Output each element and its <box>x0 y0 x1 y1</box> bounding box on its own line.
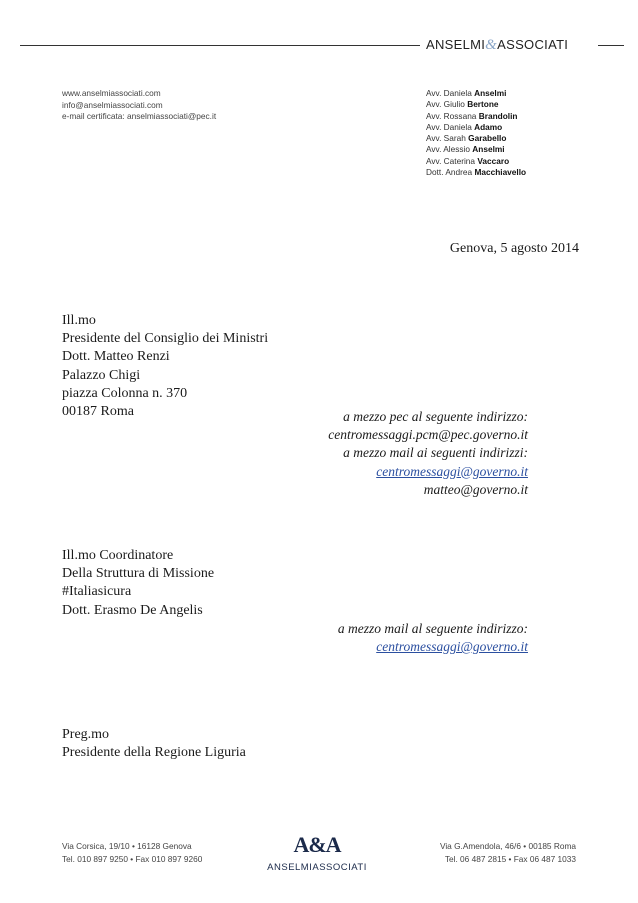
website-link[interactable]: www.anselmiassociati.com <box>62 88 161 98</box>
recipient-2-delivery <box>338 620 528 656</box>
email-address-link[interactable]: centromessaggi@governo.it <box>376 463 528 479</box>
lawyer-item: Avv. Caterina Vaccaro <box>426 155 510 166</box>
footer-address: Via G.Amendola, 46/6 • 00185 Roma <box>439 841 576 851</box>
email-link[interactable]: info@anselmiassociati.com <box>62 99 163 110</box>
lawyer-item: Avv. Daniela Adamo <box>426 121 503 132</box>
delivery-note: a mezzo pec al seguente indirizzo: <box>343 409 528 424</box>
footer-genova-office <box>62 840 202 866</box>
address-line: Della Struttura di Missione <box>62 566 215 582</box>
address-line: Presidente del Consiglio dei Ministri <box>62 331 269 347</box>
lawyer-item: Avv. Rossana Brandolin <box>426 110 518 121</box>
address-line: Dott. Erasmo De Angelis <box>62 602 203 618</box>
contacts-block <box>62 88 216 123</box>
address-line: Presidente della Regione Liguria <box>62 745 246 761</box>
lawyer-item: Avv. Sarah Garabello <box>426 133 507 144</box>
firm-name-amp: & <box>485 37 498 53</box>
footer-phone: Tel. 010 897 9250 • Fax 010 897 9260 <box>62 854 203 864</box>
delivery-note: a mezzo mail ai seguenti indirizzi: <box>343 445 528 461</box>
address-line: #Italiasicura <box>62 584 132 600</box>
address-line: Ill.mo <box>62 313 96 328</box>
header-rule-right <box>598 45 624 46</box>
firm-name-part1: ANSELMI <box>426 37 486 52</box>
footer-address: Via Corsica, 19/10 • 16128 Genova <box>62 841 192 851</box>
recipient-1-address <box>62 312 268 421</box>
logo-mark: A&A <box>293 832 341 857</box>
recipient-1-delivery <box>328 408 528 499</box>
header-rule-left <box>20 45 420 46</box>
recipient-3-address <box>62 726 246 762</box>
email-address-link[interactable]: centromessaggi@governo.it <box>376 639 528 655</box>
address-line: Palazzo Chigi <box>62 367 141 383</box>
lawyer-item: Avv. Giulio Bertone <box>426 99 499 110</box>
lawyer-item: Avv. Alessio Anselmi <box>426 144 505 155</box>
footer-phone: Tel. 06 487 2815 • Fax 06 487 1033 <box>444 854 576 864</box>
email-address: matteo@governo.it <box>423 481 528 497</box>
firm-logo <box>262 832 372 878</box>
footer-roma-office <box>408 840 576 866</box>
address-line: Ill.mo Coordinatore <box>62 548 174 563</box>
address-line: Preg.mo <box>62 727 110 742</box>
lawyers-list <box>426 88 526 178</box>
pec-address: centromessaggi.pcm@pec.governo.it <box>328 427 528 443</box>
lawyer-item: Avv. Daniela Anselmi <box>426 88 507 98</box>
address-line: piazza Colonna n. 370 <box>62 385 188 401</box>
firm-name <box>426 37 568 54</box>
pec-email-link[interactable]: e-mail certificata: anselmiassociati@pec.it <box>62 111 217 121</box>
recipient-2-address <box>62 547 214 620</box>
address-line: Dott. Matteo Renzi <box>62 349 170 365</box>
logo-name: ANSELMIASSOCIATI <box>267 862 367 873</box>
lawyer-item: Dott. Andrea Macchiavello <box>426 167 527 178</box>
delivery-note: a mezzo mail al seguente indirizzo: <box>337 621 528 636</box>
letter-date: Genova, 5 agosto 2014 <box>449 241 579 256</box>
address-line: 00187 Roma <box>62 404 134 420</box>
firm-name-part2: ASSOCIATI <box>497 37 569 52</box>
